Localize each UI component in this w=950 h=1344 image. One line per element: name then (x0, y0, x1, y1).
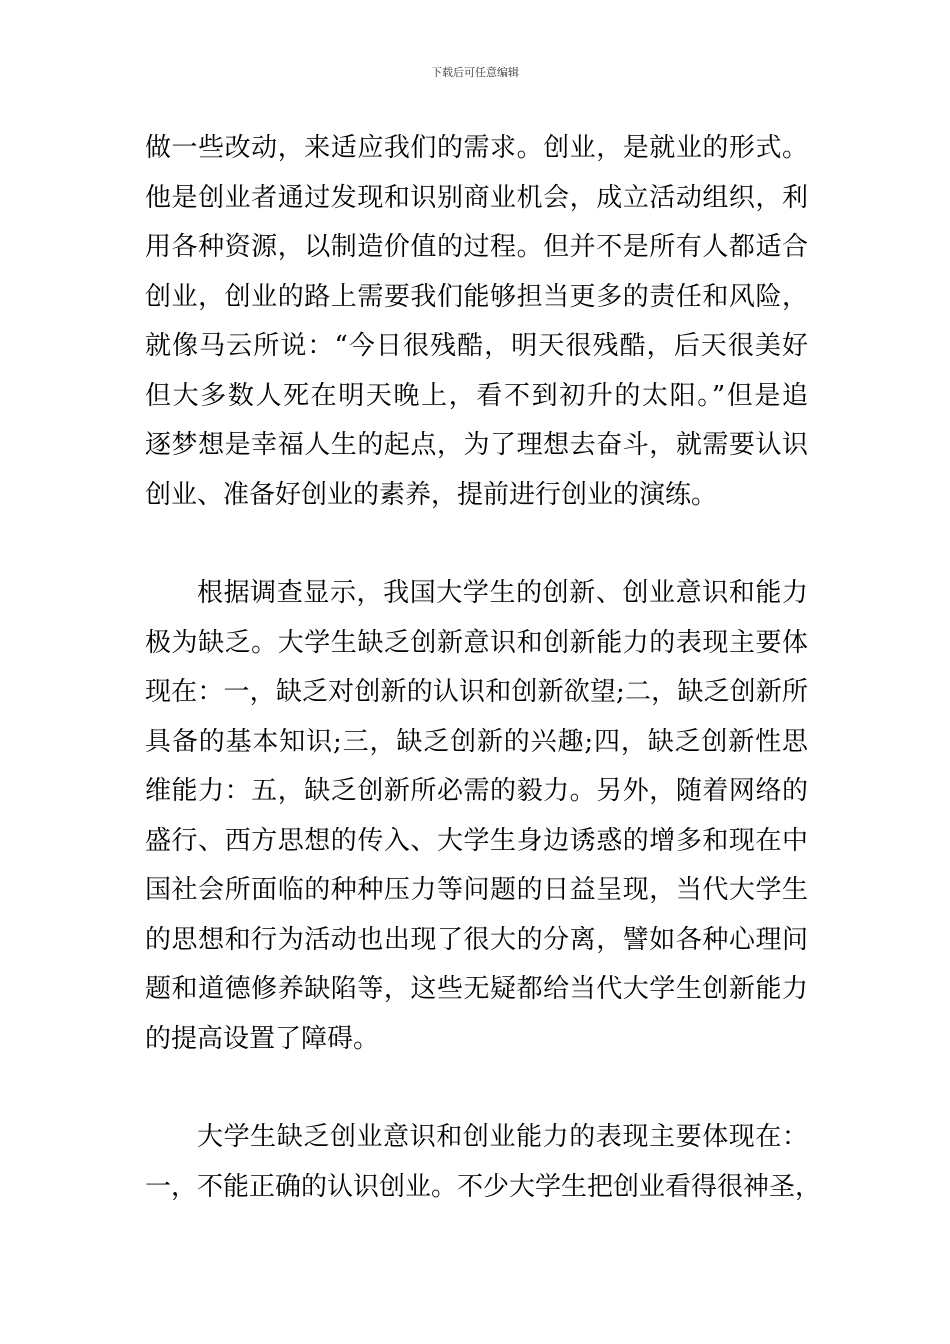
paragraph-2 (145, 569, 808, 1064)
paragraph-line: 一，不能正确的认识创业。不少大学生把创业看得很神圣， (145, 1171, 822, 1202)
paragraph-line: 做一些改动，来适应我们的需求。创业，是就业的形式。 (145, 133, 808, 163)
page-header: 下载后可任意编辑 (431, 66, 519, 79)
paragraph-line: 题和道德修养缺陷等，这些无疑都给当代大学生创新能力 (145, 974, 808, 1004)
paragraph-line: 就像马云所说：“今日很残酷，明天很残酷，后天很美好 (145, 331, 808, 361)
paragraph-line: 国社会所面临的种种压力等问题的日益呈现，当代大学生 (145, 875, 808, 905)
paragraph-line: 盛行、西方思想的传入、大学生身边诱惑的增多和现在中 (145, 825, 808, 856)
paragraph-line: 大学生缺乏创业意识和创业能力的表现主要体现在： (197, 1122, 808, 1152)
paragraph-line: 的思想和行为活动也出现了很大的分离，譬如各种心理问 (145, 924, 808, 955)
paragraph-1 (145, 124, 808, 520)
paragraph-line: 的提高设置了障碍。 (145, 1023, 380, 1054)
paragraph-line: 创业，创业的路上需要我们能够担当更多的责任和风险， (145, 281, 808, 312)
paragraph-line: 他是创业者通过发现和识别商业机会，成立活动组织，利 (145, 182, 808, 213)
paragraph-line: 创业、准备好创业的素养，提前进行创业的演练。 (145, 479, 718, 510)
paragraph-line: 根据调查显示，我国大学生的创新、创业意识和能力 (197, 578, 808, 608)
paragraph-line: 但大多数人死在明天晚上，看不到初升的太阳。”但是追 (145, 380, 808, 411)
paragraph-line: 维能力：五，缺乏创新所必需的毅力。另外，随着网络的 (145, 776, 808, 806)
paragraph-line: 具备的基本知识;三，缺乏创新的兴趣;四，缺乏创新性思 (145, 726, 808, 757)
paragraph-line: 逐梦想是幸福人生的起点，为了理想去奋斗，就需要认识 (145, 430, 808, 460)
paragraph-line: 极为缺乏。大学生缺乏创新意识和创新能力的表现主要体 (145, 627, 808, 658)
paragraph-3 (145, 1113, 822, 1212)
document-body (145, 124, 822, 1212)
paragraph-line: 现在：一，缺乏对创新的认识和创新欲望;二，缺乏创新所 (145, 677, 808, 707)
paragraph-line: 用各种资源，以制造价值的过程。但并不是所有人都适合 (145, 232, 808, 262)
